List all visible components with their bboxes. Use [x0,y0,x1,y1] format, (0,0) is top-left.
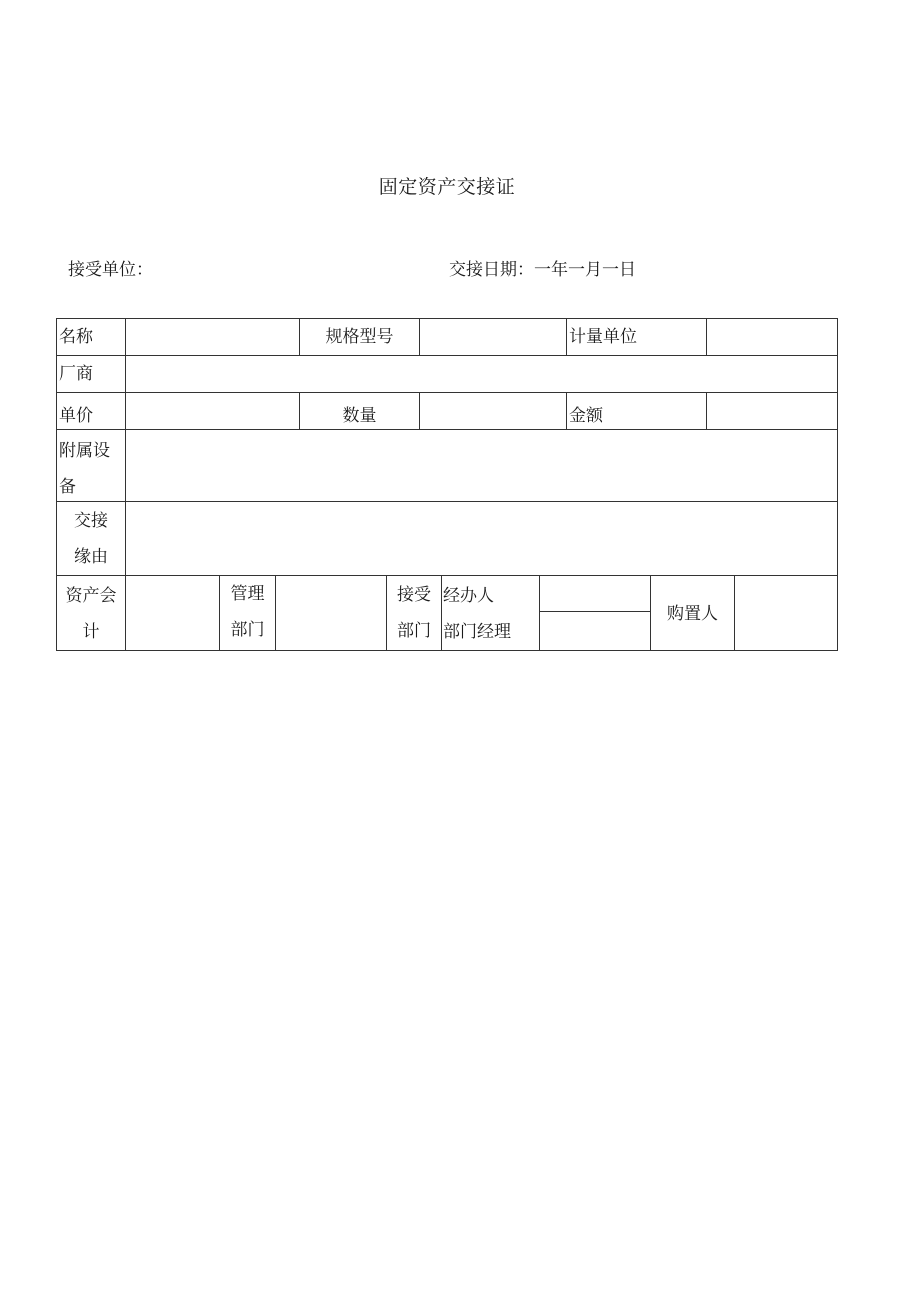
spec-model-label: 规格型号 [325,327,394,347]
dept-manager-field[interactable] [540,612,650,651]
receiving-dept-line2: 部门 [397,621,431,641]
page-title: 固定资产交接证 [378,176,516,198]
asset-accountant-line1: 资产会 [65,586,117,606]
purchaser-field[interactable] [735,576,837,651]
col-divider [566,392,567,429]
handler-label: 经办人 [443,586,494,606]
dept-manager-label: 部门经理 [443,622,511,642]
handler-field[interactable] [540,576,650,611]
col-divider [566,319,567,356]
amount-field[interactable] [707,393,837,429]
accessory-label-line2: 备 [59,477,76,497]
unit-measure-label: 计量单位 [569,327,637,347]
asset-handover-form [56,318,838,651]
accessory-label-line1: 附属设 [59,441,110,461]
handover-reason-line1: 交接 [74,511,108,531]
receiving-dept-label [387,577,441,649]
asset-accountant-line2: 计 [82,622,100,642]
quantity-field[interactable] [420,393,565,429]
manufacturer-field[interactable] [126,356,837,392]
unit-price-field[interactable] [126,393,298,429]
quantity-label: 数量 [342,406,377,426]
name-field[interactable] [126,319,298,355]
accessory-label [59,433,110,505]
handover-reason-field[interactable] [126,502,837,575]
handover-reason-label [57,503,125,575]
accessory-field[interactable] [126,430,837,501]
mgmt-dept-line2: 部门 [230,620,265,640]
asset-accountant-field[interactable] [126,576,219,651]
purchaser-label: 购置人 [667,604,718,624]
handover-reason-line2: 缘由 [74,547,108,567]
col-divider [441,575,442,651]
name-label: 名称 [59,327,93,347]
unit-price-label: 单价 [59,406,93,426]
manufacturer-label: 厂商 [59,364,93,384]
receiving-unit-label: 接受单位： [68,260,153,280]
mgmt-dept-label [220,576,275,648]
handover-date-label: 交接日期：一年一月一日 [449,260,636,280]
unit-measure-field[interactable] [707,319,837,355]
mgmt-dept-line1: 管理 [230,584,265,604]
amount-label: 金额 [569,406,603,426]
spec-model-field[interactable] [420,319,565,355]
mgmt-dept-field[interactable] [276,576,386,651]
receiving-dept-line1: 接受 [397,585,431,605]
asset-accountant-label [57,578,125,650]
